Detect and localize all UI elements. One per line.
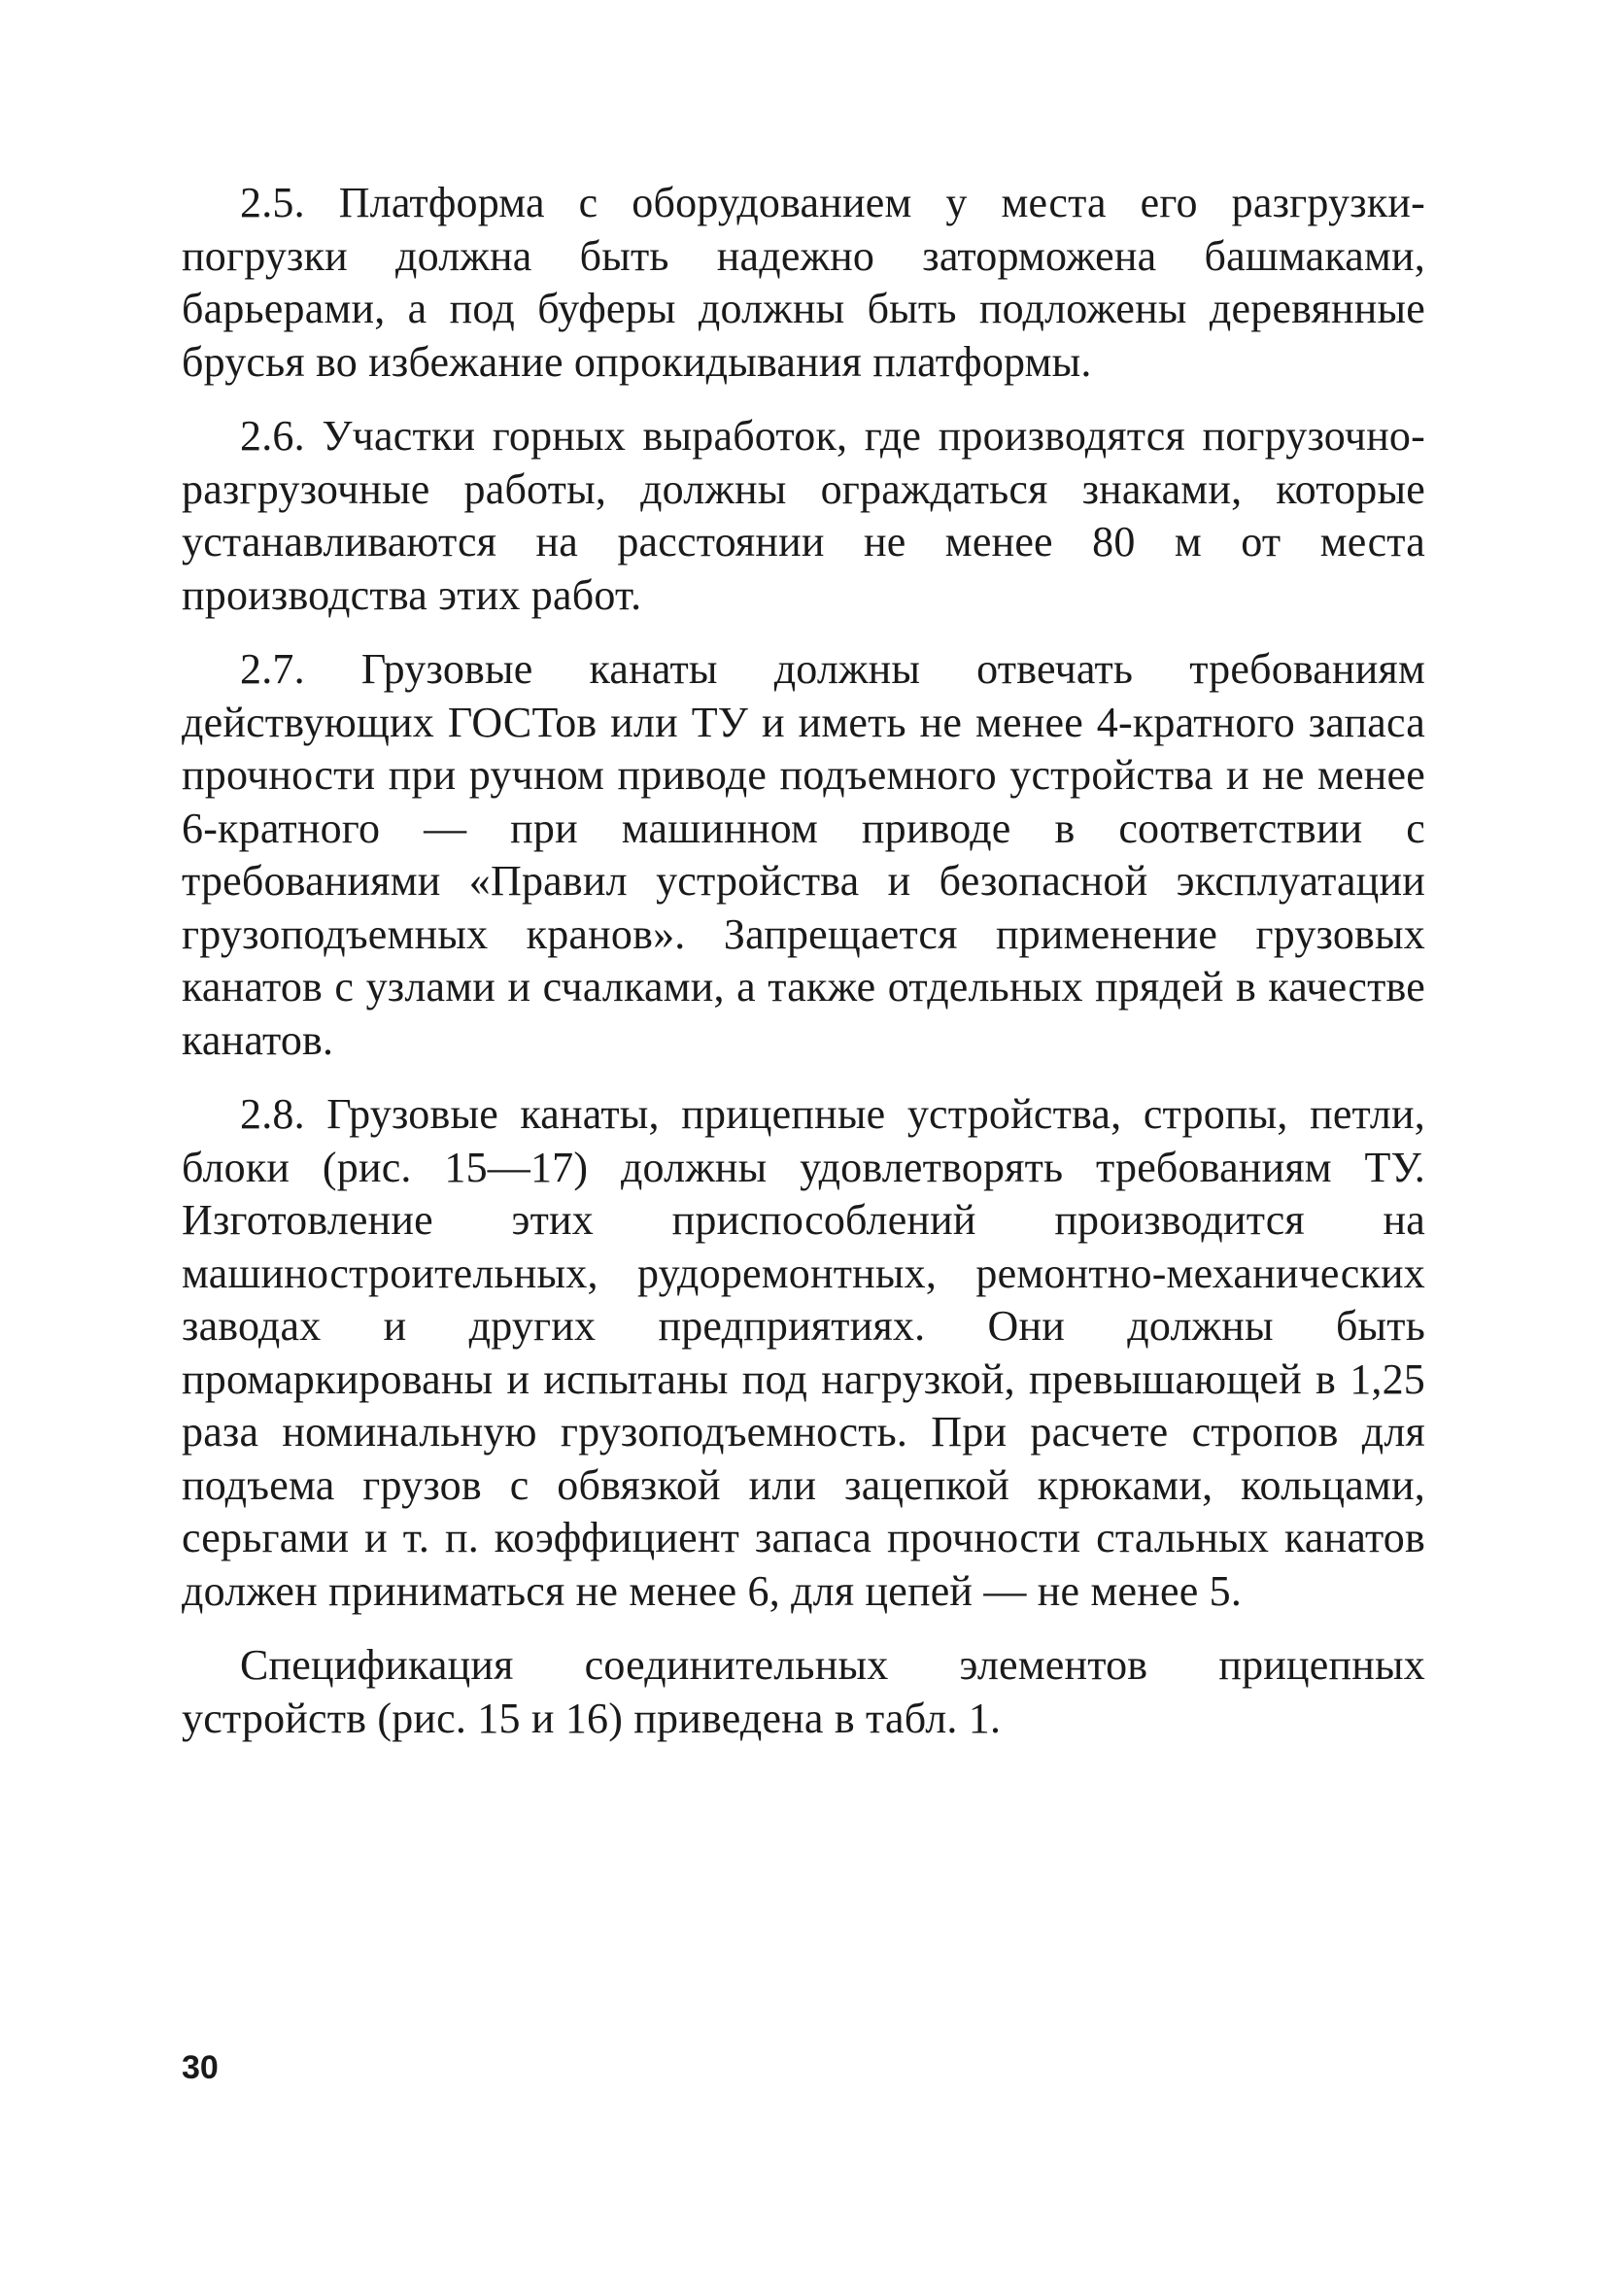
paragraph-2-6: 2.6. Участки горных выработок, где производятся погрузочно-разгрузочные работы, должны ограждаться знаками, которые устанавливаются на расстоянии не менее 80 м от места производства этих работ. (182, 412, 1425, 619)
paragraph-2-7: 2.7. Грузовые канаты должны отвечать требованиям действующих ГОСТов или ТУ и иметь не менее 4-кратного запаса прочности при ручном приводе подъемного устройства и не менее 6-кратного — при машинном приводе в соответствии с требованиями «Правил устройства и безопасной эксплуатации грузоподъемных кранов». Запрещается применение грузовых канатов с узлами и счалками, а также отдельных прядей в качестве канатов. (182, 645, 1425, 1064)
body-text (182, 177, 1425, 1766)
paragraph-2-8: 2.8. Грузовые канаты, прицепные устройства, стропы, петли, блоки (рис. 15—17) должны удовлетворять требованиям ТУ. Изготовление этих приспособлений производится на машиностроительных, рудоремонтных, ремонтно-механических заводах и других предприятиях. Они должны быть промаркированы и испытаны под нагрузкой, превышающей в 1,25 раза номинальную грузоподъемность. При расчете стропов для подъема грузов с обвязкой или зацепкой крюками, кольцами, серьгами и т. п. коэффициент запаса прочности стальных канатов должен приниматься не менее 6, для цепей — не менее 5. (182, 1090, 1425, 1615)
paragraph-specification: Спецификация соединительных элементов прицепных устройств (рис. 15 и 16) приведена в табл. 1. (182, 1641, 1425, 1742)
page-number: 30 (182, 2049, 219, 2086)
paragraph-2-5: 2.5. Платформа с оборудованием у места его разгрузки-погрузки должна быть надежно заторможена башмаками, барьерами, а под буферы должны быть подложены деревянные брусья во избежание опрокидывания платформы. (182, 179, 1425, 386)
